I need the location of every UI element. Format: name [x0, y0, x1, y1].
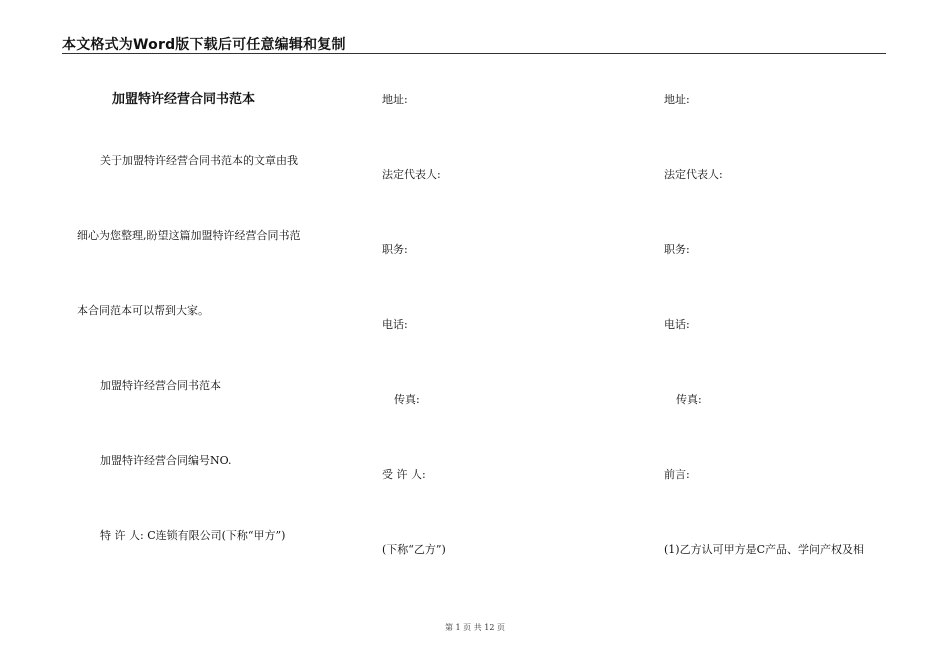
party-a-legal-rep: 法定代表人:	[382, 168, 441, 181]
party-b-legal-rep: 法定代表人:	[664, 168, 723, 181]
intro-line-2: 细心为您整理,盼望这篇加盟特许经营合同书范	[77, 229, 301, 242]
party-a-position: 职务:	[382, 243, 408, 256]
contract-title-line: 加盟特许经营合同书范本	[100, 379, 221, 392]
clause-1-line: (1)乙方认可甲方是C产品、学问产权及相	[664, 543, 864, 556]
party-b-phone: 电话:	[664, 318, 690, 331]
party-b-fax: 传真:	[676, 393, 702, 406]
page-footer: 第 1 页 共 12 页	[445, 623, 505, 632]
party-a-address: 地址:	[382, 93, 408, 106]
licensee-line: 受 许 人:	[382, 468, 426, 481]
document-header: 本文格式为Word版下载后可任意编辑和复制	[62, 37, 346, 53]
intro-line-1: 关于加盟特许经营合同书范本的文章由我	[100, 154, 298, 167]
party-b-line: (下称“乙方”)	[382, 543, 446, 556]
licensor-line: 特 许 人: C连锁有限公司(下称“甲方”)	[100, 529, 286, 542]
contract-number-line: 加盟特许经营合同编号NO.	[100, 454, 232, 467]
party-b-position: 职务:	[664, 243, 690, 256]
intro-line-3: 本合同范本可以帮到大家。	[77, 304, 209, 317]
party-b-address: 地址:	[664, 93, 690, 106]
party-a-phone: 电话:	[382, 318, 408, 331]
document-title: 加盟特许经营合同书范本	[112, 92, 256, 107]
party-a-fax: 传真:	[394, 393, 420, 406]
preface-label: 前言:	[664, 468, 690, 481]
